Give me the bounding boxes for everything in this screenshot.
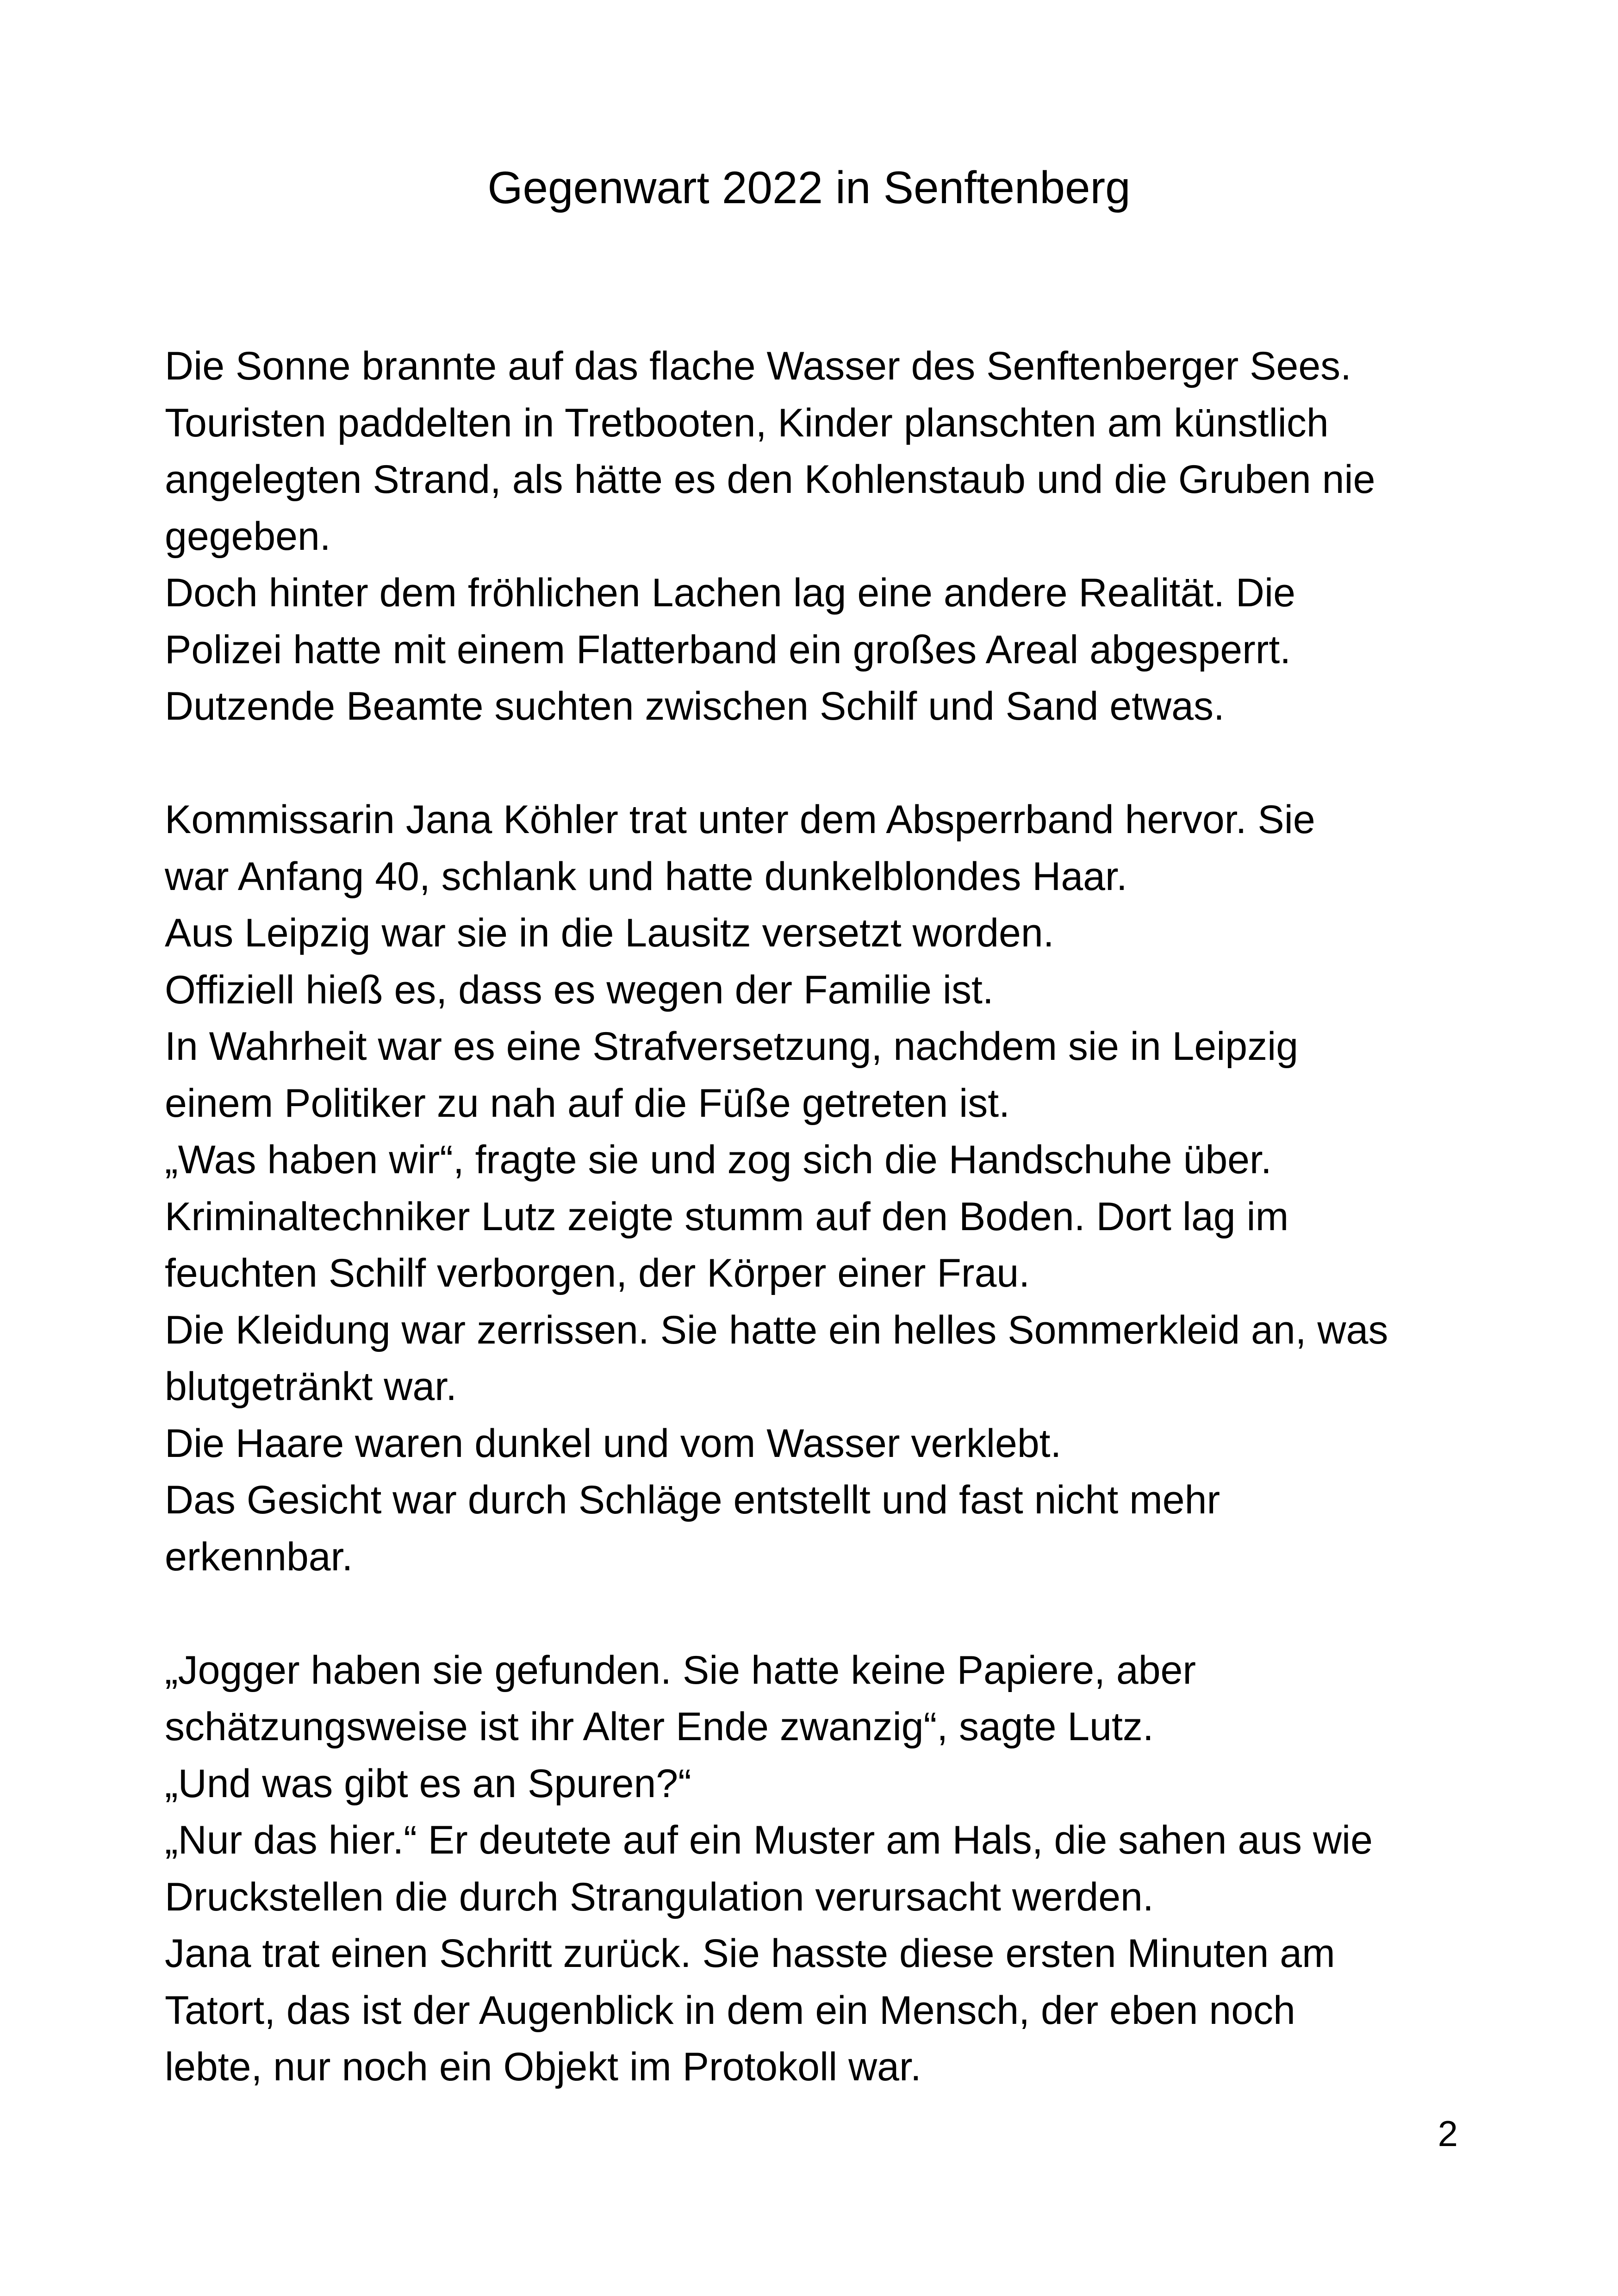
- text-line: Touristen paddelten in Tretbooten, Kinder planschten am künstlich: [165, 400, 1329, 445]
- text-line: Dutzende Beamte suchten zwischen Schilf und Sand etwas.: [165, 684, 1225, 728]
- text-line: „Nur das hier.“ Er deutete auf ein Muster am Hals, die sahen aus wie: [165, 1818, 1373, 1862]
- text-line: blutgetränkt war.: [165, 1364, 457, 1409]
- text-line: lebte, nur noch ein Objekt im Protokoll war.: [165, 2045, 921, 2089]
- text-line: Die Kleidung war zerrissen. Sie hatte ein helles Sommerkleid an, was: [165, 1307, 1388, 1352]
- text-line: Jana trat einen Schritt zurück. Sie hasste diese ersten Minuten am: [165, 1931, 1335, 1976]
- text-line: In Wahrheit war es eine Strafversetzung, nachdem sie in Leipzig: [165, 1024, 1299, 1069]
- text-line: Das Gesicht war durch Schläge entstellt und fast nicht mehr: [165, 1478, 1220, 1522]
- text-line: Tatort, das ist der Augenblick in dem ein Mensch, der eben noch: [165, 1988, 1295, 2033]
- page-title: Gegenwart 2022 in Senftenberg: [487, 162, 1131, 213]
- text-line: Die Sonne brannte auf das flache Wasser des Senftenberger Sees.: [165, 344, 1352, 388]
- text-line: „Jogger haben sie gefunden. Sie hatte keine Papiere, aber: [165, 1648, 1196, 1692]
- text-line: Polizei hatte mit einem Flatterband ein großes Areal abgesperrt.: [165, 627, 1291, 672]
- text-line: einem Politiker zu nah auf die Füße getreten ist.: [165, 1081, 1010, 1126]
- text-line: angelegten Strand, als hätte es den Kohlenstaub und die Gruben nie: [165, 457, 1375, 502]
- text-line: „Und was gibt es an Spuren?“: [165, 1761, 691, 1806]
- page-number: 2: [1438, 2113, 1458, 2154]
- text-line: schätzungsweise ist ihr Alter Ende zwanzig“, sagte Lutz.: [165, 1705, 1154, 1749]
- text-line: gegeben.: [165, 514, 331, 559]
- text-line: war Anfang 40, schlank und hatte dunkelblondes Haar.: [165, 854, 1127, 899]
- text-line: Kommissarin Jana Köhler trat unter dem Absperrband hervor. Sie: [165, 797, 1315, 842]
- text-line: Doch hinter dem fröhlichen Lachen lag eine andere Realität. Die: [165, 571, 1295, 615]
- text-line: feuchten Schilf verborgen, der Körper einer Frau.: [165, 1251, 1030, 1295]
- text-line: Offiziell hieß es, dass es wegen der Familie ist.: [165, 967, 994, 1012]
- text-line: Druckstellen die durch Strangulation verursacht werden.: [165, 1874, 1154, 1919]
- paragraph-break: [165, 1585, 1498, 1642]
- text-line: Aus Leipzig war sie in die Lausitz versetzt worden.: [165, 911, 1054, 955]
- text-line: erkennbar.: [165, 1534, 353, 1579]
- text-line: „Was haben wir“, fragte sie und zog sich die Handschuhe über.: [165, 1138, 1272, 1182]
- paragraph-break: [165, 735, 1498, 792]
- text-line: Kriminaltechniker Lutz zeigte stumm auf den Boden. Dort lag im: [165, 1194, 1289, 1239]
- text-line: Die Haare waren dunkel und vom Wasser verklebt.: [165, 1421, 1062, 1466]
- body-text: [165, 338, 1498, 2096]
